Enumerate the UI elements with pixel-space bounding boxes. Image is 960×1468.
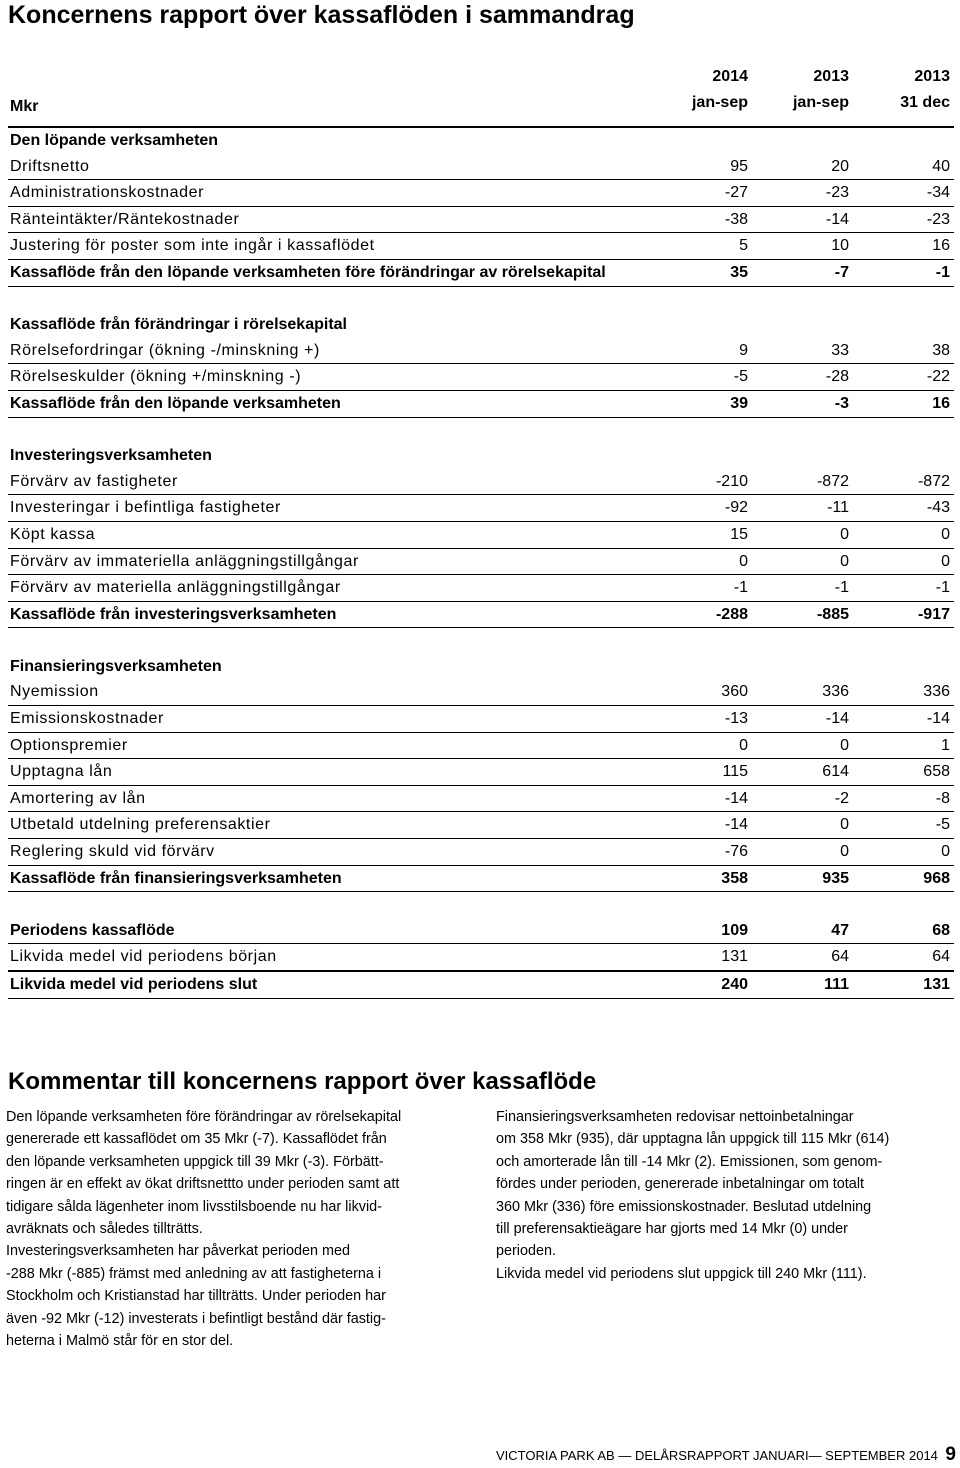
commentary-heading: Kommentar till koncernens rapport över kassaflöde [8, 1068, 597, 1095]
row-value: -5 [935, 816, 950, 834]
row-label: Reglering skuld vid förvärv [10, 843, 215, 861]
row-label: Likvida medel vid periodens början [10, 948, 277, 966]
row-value: -1 [935, 579, 950, 597]
row-value: 95 [730, 157, 748, 175]
subtotal-row [8, 260, 954, 287]
table-row [8, 812, 954, 839]
row-value: 0 [739, 736, 748, 754]
commentary-paragraph: Investeringsverksamheten har påverkat perioden med -288 Mkr (-885) främst med anledning av att fastigheterna i Stockholm och Kristianstad har tillträtts. Under perioden har även -92 Mkr (-12) investerats i befintligt bestånd där fastig- heterna i Malmö står för en stor del. [6, 1243, 386, 1350]
row-value: -23 [926, 210, 950, 228]
column-year: 2013 [813, 68, 849, 85]
row-label: Rörelseskulder (ökning +/minskning -) [10, 368, 302, 386]
row-value: -14 [724, 789, 748, 807]
section-heading-row [8, 654, 954, 680]
row-value: -34 [926, 184, 950, 202]
row-label: Likvida medel vid periodens slut [10, 976, 258, 993]
row-label: Upptagna lån [10, 763, 113, 781]
row-value: 111 [824, 976, 849, 993]
row-value: 0 [840, 525, 849, 543]
page-number: 9 [945, 1444, 956, 1465]
table-row [8, 364, 954, 391]
unit-label: Mkr [10, 98, 39, 115]
row-value: -2 [834, 789, 849, 807]
table-body [8, 128, 954, 999]
row-value: 0 [941, 843, 950, 861]
row-label: Utbetald utdelning preferensaktier [10, 816, 271, 834]
row-label: Amortering av lån [10, 789, 146, 807]
row-value: 0 [941, 552, 950, 570]
column-period: jan-sep [691, 94, 748, 111]
row-value: 20 [831, 157, 849, 175]
row-value: 131 [721, 948, 748, 966]
column-period: 31 dec [900, 94, 950, 111]
row-label: Förvärv av materiella anläggningstillgångar [10, 579, 341, 597]
row-value: -43 [926, 499, 950, 517]
row-value: -872 [917, 472, 950, 490]
row-value: 0 [941, 525, 950, 543]
row-label: Investeringar i befintliga fastigheter [10, 499, 281, 517]
column-header-1 [638, 64, 748, 116]
row-value: -76 [724, 843, 748, 861]
row-value: 0 [840, 816, 849, 834]
table-row [8, 706, 954, 733]
table-row [8, 207, 954, 234]
row-value: -27 [724, 184, 748, 202]
row-label: Investeringsverksamheten [10, 447, 212, 465]
row-label: Förvärv av fastigheter [10, 472, 178, 490]
row-value: -288 [715, 605, 748, 623]
row-label: Kassaflöde från finansieringsverksamheten [10, 869, 342, 887]
column-header-3 [840, 64, 950, 116]
row-value: -917 [917, 605, 950, 623]
section-heading-row [8, 443, 954, 469]
footer-text: VICTORIA PARK AB — DELÅRSRAPPORT JANUARI— SEPTEMBER 2014 [496, 1448, 938, 1463]
row-value: -23 [825, 184, 849, 202]
row-value: 935 [822, 869, 849, 887]
row-value: -14 [926, 710, 950, 728]
row-value: 39 [730, 394, 748, 412]
row-label: Optionspremier [10, 736, 128, 754]
row-label: Rörelsefordringar (ökning -/minskning +) [10, 341, 320, 359]
row-value: 614 [822, 763, 849, 781]
table-row [8, 944, 954, 971]
row-value: 40 [932, 157, 950, 175]
row-value: -7 [834, 263, 849, 281]
row-value: 15 [730, 525, 748, 543]
row-value: 9 [739, 341, 748, 359]
row-value: -38 [724, 210, 748, 228]
row-value: 336 [822, 683, 849, 701]
row-label: Förvärv av immateriella anläggningstillgångar [10, 552, 359, 570]
row-value: -1 [733, 579, 748, 597]
row-value: 5 [739, 237, 748, 255]
table-row [8, 180, 954, 207]
row-label: Köpt kassa [10, 525, 96, 543]
commentary-paragraph: Likvida medel vid periodens slut uppgick till 240 Mkr (111). [496, 1265, 867, 1282]
row-value: 38 [932, 341, 950, 359]
row-value: 10 [831, 237, 849, 255]
row-value: -14 [825, 210, 849, 228]
table-row [8, 733, 954, 760]
commentary-left-column [6, 1106, 476, 1352]
row-label: Periodens kassaflöde [10, 921, 175, 939]
section-heading-row [8, 312, 954, 338]
spacer-row [8, 892, 954, 918]
row-value: -1 [834, 579, 849, 597]
table-row [8, 786, 954, 813]
row-value: -11 [827, 499, 849, 517]
subtotal-row [8, 866, 954, 893]
row-value: 0 [840, 552, 849, 570]
row-value: 0 [840, 736, 849, 754]
table-row [8, 233, 954, 260]
spacer-row [8, 628, 954, 654]
row-value: -3 [834, 394, 849, 412]
row-value: -92 [724, 499, 748, 517]
table-row [8, 522, 954, 549]
row-value: 64 [932, 948, 950, 966]
column-header-2 [739, 64, 849, 116]
row-value: -28 [825, 368, 849, 386]
row-value: 0 [739, 552, 748, 570]
row-value: -872 [816, 472, 849, 490]
row-value: -5 [733, 368, 748, 386]
row-value: 658 [923, 763, 950, 781]
row-value: 358 [721, 869, 748, 887]
table-row [8, 759, 954, 786]
table-row [8, 679, 954, 706]
spacer-row [8, 287, 954, 313]
row-label: Emissionskostnader [10, 710, 164, 728]
table-row [8, 839, 954, 866]
row-label: Finansieringsverksamheten [10, 657, 222, 675]
subtotal-row [8, 918, 954, 945]
row-value: -14 [724, 816, 748, 834]
column-year: 2014 [712, 68, 748, 85]
section-heading-row [8, 128, 954, 154]
row-value: 35 [730, 263, 748, 281]
spacer-row [8, 418, 954, 444]
row-label: Administrationskostnader [10, 184, 205, 202]
table-row [8, 495, 954, 522]
row-value: 968 [923, 869, 950, 887]
row-value: 68 [932, 921, 950, 939]
row-value: -14 [825, 710, 849, 728]
row-value: 336 [923, 683, 950, 701]
row-value: 109 [721, 921, 748, 939]
row-value: -8 [935, 789, 950, 807]
row-label: Ränteintäkter/Räntekostnader [10, 210, 240, 228]
row-value: 64 [831, 948, 849, 966]
row-value: 47 [831, 921, 849, 939]
table-row [8, 549, 954, 576]
row-value: 131 [923, 976, 950, 993]
row-label: Kassaflöde från den löpande verksamheten före förändringar av rörelsekapital [10, 263, 606, 281]
row-value: -13 [724, 710, 748, 728]
commentary-right-column [496, 1106, 956, 1285]
row-value: -885 [816, 605, 849, 623]
row-value: -210 [715, 472, 748, 490]
row-label: Justering för poster som inte ingår i kassaflödet [10, 237, 375, 255]
row-value: -1 [935, 263, 950, 281]
row-label: Driftsnetto [10, 157, 90, 175]
row-label: Den löpande verksamheten [10, 132, 219, 149]
row-label: Kassaflöde från investeringsverksamheten [10, 605, 337, 623]
subtotal-row [8, 602, 954, 629]
total-row [8, 971, 954, 999]
row-label: Kassaflöde från förändringar i rörelsekapital [10, 316, 347, 334]
row-value: 1 [941, 736, 950, 754]
page-footer [496, 1444, 956, 1465]
row-value: 0 [840, 843, 849, 861]
table-row [8, 469, 954, 496]
row-label: Kassaflöde från den löpande verksamheten [10, 394, 341, 412]
row-value: 360 [721, 683, 748, 701]
row-value: 16 [932, 394, 950, 412]
table-header [8, 64, 954, 128]
page-title: Koncernens rapport över kassaflöden i sammandrag [8, 1, 635, 29]
column-year: 2013 [914, 68, 950, 85]
table-row [8, 154, 954, 181]
table-row [8, 575, 954, 602]
row-value: -22 [926, 368, 950, 386]
row-value: 115 [722, 763, 748, 781]
row-value: 16 [932, 237, 950, 255]
commentary-paragraph: Den löpande verksamheten före förändringar av rörelsekapital genererade ett kassaflödet om 35 Mkr (-7). Kassaflödet från den löpande verksamheten uppgick till 39 Mkr (-3). Förbätt- ringen är en effekt av ökat driftsnettto under perioden samt att tidigare sålda lägenheter inom livsstilsboende nu har likvid- avräknats och således tillträtts. [6, 1109, 402, 1238]
column-period: jan-sep [792, 94, 849, 111]
subtotal-row [8, 391, 954, 418]
cashflow-table [8, 64, 954, 999]
row-value: 33 [831, 341, 849, 359]
row-label: Nyemission [10, 683, 99, 701]
table-row [8, 338, 954, 365]
row-value: 240 [721, 976, 748, 993]
commentary-paragraph: Finansieringsverksamheten redovisar nettoinbetalningar om 358 Mkr (935), där upptagna lån uppgick till 115 Mkr (614) och amorterade lån till -14 Mkr (2). Emissionen, som genom- fördes under perioden, genererade inbetalningar om totalt 360 Mkr (336) före emissionskostnader. Beslutad utdelning till preferensaktieägare har gjorts med 14 Mkr (0) under perioden. [496, 1109, 890, 1260]
